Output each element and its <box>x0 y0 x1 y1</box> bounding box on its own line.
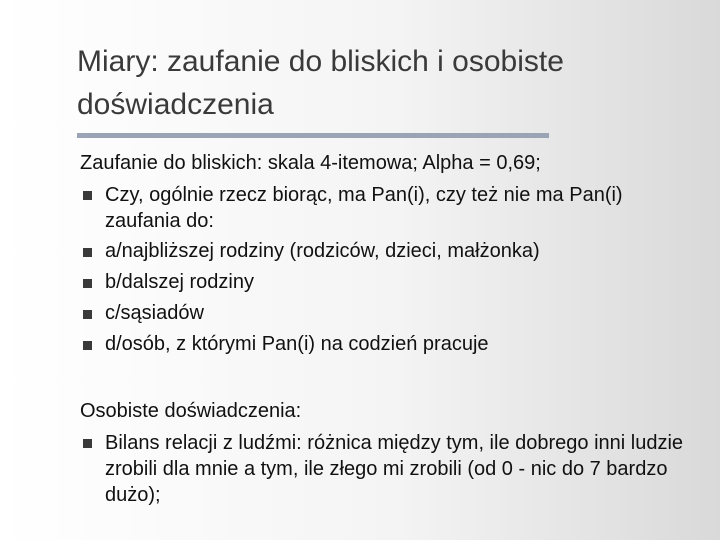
list-item <box>80 427 700 510</box>
slide-title: Miary: zaufanie do bliskich i osobiste doświadczenia <box>77 45 564 121</box>
list-item-text: Bilans relacji z ludźmi: różnica między tym, ile dobrego inni ludzie zrobili dla mnie a tym, ile złego mi zrobili (od 0 - nic do 7 bardzo dużo); <box>105 432 684 506</box>
square-bullet-icon <box>83 248 92 257</box>
personal-experience-section <box>80 396 700 510</box>
list-item <box>80 267 700 298</box>
title-divider <box>77 133 549 138</box>
list-item <box>80 298 700 329</box>
square-bullet-icon <box>83 279 92 288</box>
bullet-list <box>80 427 700 510</box>
list-item-text: Czy, ogólnie rzecz biorąc, ma Pan(i), czy też nie ma Pan(i) zaufania do: <box>105 184 623 232</box>
section-lead: Osobiste doświadczenia: <box>80 400 302 422</box>
section-lead: Zaufanie do bliskich: skala 4-itemowa; Alpha = 0,69; <box>80 152 541 174</box>
list-item-text: d/osób, z którymi Pan(i) na codzień pracuje <box>105 333 489 355</box>
list-item-text: b/dalszej rodziny <box>105 271 254 293</box>
list-item <box>80 179 700 236</box>
trust-measure-section <box>80 148 700 360</box>
square-bullet-icon <box>83 439 92 448</box>
list-item <box>80 236 700 267</box>
square-bullet-icon <box>83 310 92 319</box>
list-item-text: a/najbliższej rodziny (rodziców, dzieci, małżonka) <box>105 240 540 262</box>
square-bullet-icon <box>83 191 92 200</box>
square-bullet-icon <box>83 341 92 350</box>
bullet-list <box>80 179 700 360</box>
list-item <box>80 329 700 360</box>
list-item-text: c/sąsiadów <box>105 302 204 324</box>
